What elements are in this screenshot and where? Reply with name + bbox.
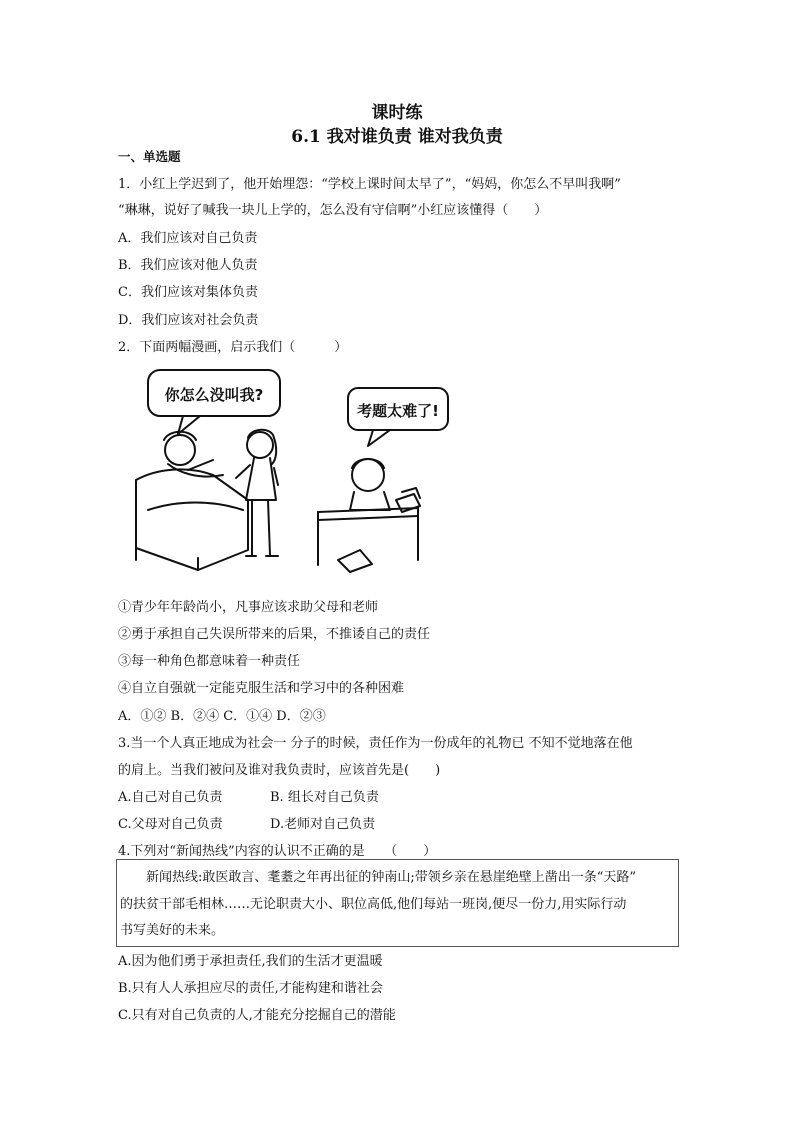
news-line-2: 的扶贫干部毛相林……无论职责大小、职位高低,他们每站一班岗,便尽一份力,用实际行动 (120, 897, 627, 912)
q1-option-a: A．我们应该对自己负责 (118, 231, 258, 246)
q1-stem-line2: “琳琳，说好了喊我一块儿上学的，怎么没有守信啊”小红应该懂得（ ） (118, 203, 548, 218)
lesson-subtitle: 6.1 我对谁负责 谁对我负责 (291, 127, 503, 147)
q1-option-d: D．我们应该对社会负责 (118, 313, 259, 328)
section-heading: 一、单选题 (118, 149, 181, 164)
news-line-3: 书写美好的未来。 (120, 923, 225, 938)
q3-option-c: C.父母对自己负责 (118, 817, 223, 832)
q3-option-a: A.自己对自己负责 (118, 790, 223, 805)
q3-stem-line1: 3.当一个人真正地成为社会一 分子的时候，责任作为一份成年的礼物已 不知不觉地落在他 (118, 736, 633, 751)
q1-stem-line1: 1．小红上学迟到了，他开始埋怨：“学校上课时间太早了”，“妈妈，你怎么不早叫我啊” (118, 177, 621, 192)
news-line-1: 新闻热线:敢医敢言、耄耋之年再出征的钟南山;带领乡亲在悬崖绝壁上凿出一条“天路” (120, 870, 637, 885)
q4-option-a: A.因为他们勇于承担责任,我们的生活才更温暖 (118, 954, 383, 969)
q1-option-b: B．我们应该对他人负责 (118, 258, 258, 273)
q4-stem: 4.下列对“新闻热线”内容的认识不正确的是 （ ） (118, 844, 437, 859)
q2-options: A．①② B．②④ C．①④ D．②③ (118, 709, 326, 724)
q2-statement-1: ①青少年年龄尚小，凡事应该求助父母和老师 (118, 600, 379, 615)
comic-left-caption: 你怎么没叫我? (164, 386, 264, 404)
q2-statement-3: ③每一种角色都意味着一种责任 (118, 654, 301, 669)
q3-stem-line2: 的肩上。当我们被问及谁对我负责时，应该首先是( ) (118, 763, 441, 778)
q2-statement-2: ②勇于承担自己失误所带来的后果，不推诿自己的责任 (118, 627, 431, 642)
q2-statement-4: ④自立自强就一定能克服生活和学习中的各种困难 (118, 681, 405, 696)
q2-stem: 2．下面两幅漫画，启示我们（ ） (118, 340, 348, 355)
q4-option-c: C.只有对自己负责的人,才能充分挖掘自己的潜能 (118, 1008, 396, 1023)
comic-illustration (128, 360, 528, 575)
page-title: 课时练 (371, 103, 423, 123)
q3-option-d: D.老师对自己负责 (270, 817, 376, 832)
q1-option-c: C．我们应该对集体负责 (118, 285, 258, 300)
q3-option-b: B. 组长对自己负责 (270, 790, 379, 805)
q4-option-b: B.只有人人承担应尽的责任,才能构建和谐社会 (118, 981, 383, 996)
comic-right-caption: 考题太难了! (357, 402, 439, 420)
